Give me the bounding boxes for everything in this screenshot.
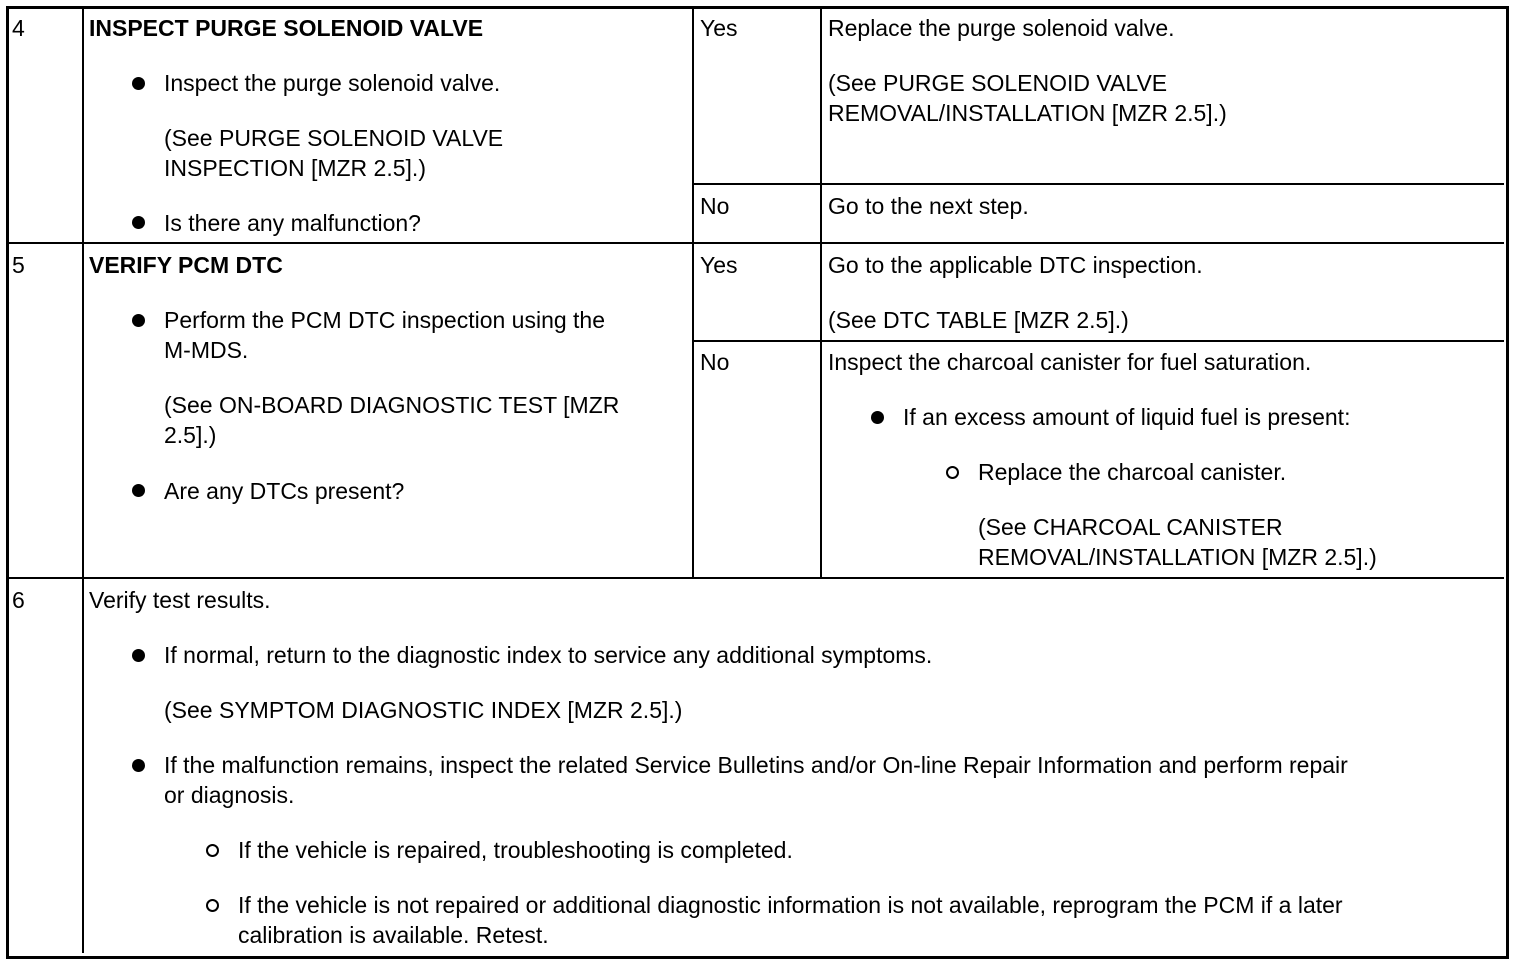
reference-text: 2.5].) xyxy=(164,422,217,448)
reference-text: (See PURGE SOLENOID VALVE xyxy=(828,70,1168,96)
action-text: Go to the applicable DTC inspection. xyxy=(828,252,1203,278)
reference-text: (See PURGE SOLENOID VALVE xyxy=(164,125,504,151)
action-bullet: If an excess amount of liquid fuel is present: xyxy=(903,404,1351,430)
col-divider-action xyxy=(820,7,822,578)
reference-text: (See CHARCOAL CANISTER xyxy=(978,514,1283,540)
row-divider-5-6 xyxy=(7,577,1504,579)
step-bullet: Is there any malfunction? xyxy=(164,210,421,236)
reference-text: REMOVAL/INSTALLATION [MZR 2.5].) xyxy=(828,100,1227,126)
step-title: INSPECT PURGE SOLENOID VALVE xyxy=(89,15,484,41)
step-bullet: or diagnosis. xyxy=(164,782,295,808)
col-divider-num xyxy=(82,7,84,953)
action-text: Replace the purge solenoid valve. xyxy=(828,15,1175,41)
action-text: Go to the next step. xyxy=(828,193,1029,219)
bullet-icon xyxy=(132,649,145,662)
bullet-icon xyxy=(132,314,145,327)
bullet-icon xyxy=(132,216,145,229)
subrow-divider-4 xyxy=(693,183,1504,185)
subrow-divider-5 xyxy=(693,340,1504,342)
sub-bullet-icon xyxy=(206,899,219,912)
reference-text: (See SYMPTOM DIAGNOSTIC INDEX [MZR 2.5].) xyxy=(164,697,683,723)
bullet-icon xyxy=(132,759,145,772)
step-sub-bullet: If the vehicle is repaired, troubleshooting is completed. xyxy=(238,837,793,863)
step-bullet: Perform the PCM DTC inspection using the xyxy=(164,307,606,333)
sub-bullet-icon xyxy=(206,844,219,857)
answer-yes: Yes xyxy=(700,15,738,41)
step-sub-bullet: If the vehicle is not repaired or additional diagnostic information is not available, reprogram the PCM if a later xyxy=(238,892,1343,918)
sub-bullet-icon xyxy=(946,466,959,479)
step-sub-bullet: calibration is available. Retest. xyxy=(238,922,549,948)
step-bullet: Inspect the purge solenoid valve. xyxy=(164,70,501,96)
reference-text: INSPECTION [MZR 2.5].) xyxy=(164,155,426,181)
bullet-icon xyxy=(132,77,145,90)
bullet-icon xyxy=(871,411,884,424)
step-title: Verify test results. xyxy=(89,587,271,613)
action-sub-bullet: Replace the charcoal canister. xyxy=(978,459,1287,485)
step-bullet: If normal, return to the diagnostic index to service any additional symptoms. xyxy=(164,642,933,668)
reference-text: REMOVAL/INSTALLATION [MZR 2.5].) xyxy=(978,544,1377,570)
step-number: 4 xyxy=(12,15,25,41)
reference-text: (See DTC TABLE [MZR 2.5].) xyxy=(828,307,1129,333)
col-divider-answer xyxy=(692,7,694,578)
step-bullet: Are any DTCs present? xyxy=(164,478,405,504)
step-bullet: M-MDS. xyxy=(164,337,249,363)
step-number: 6 xyxy=(12,587,25,613)
step-title: VERIFY PCM DTC xyxy=(89,252,283,278)
reference-text: (See ON-BOARD DIAGNOSTIC TEST [MZR xyxy=(164,392,620,418)
step-bullet: If the malfunction remains, inspect the related Service Bulletins and/or On-line Repair Information and perform repair xyxy=(164,752,1348,778)
bullet-icon xyxy=(132,484,145,497)
answer-no: No xyxy=(700,193,730,219)
answer-yes: Yes xyxy=(700,252,738,278)
answer-no: No xyxy=(700,349,730,375)
action-text: Inspect the charcoal canister for fuel saturation. xyxy=(828,349,1312,375)
step-number: 5 xyxy=(12,252,25,278)
row-divider-4-5 xyxy=(7,242,1504,244)
